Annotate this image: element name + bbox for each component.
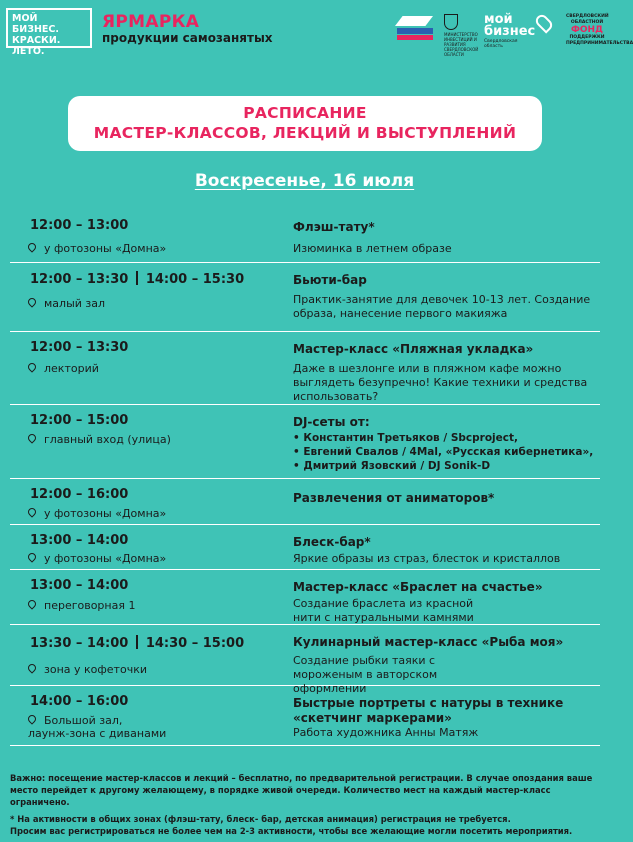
title-line-1: РАСПИСАНИЕ [243,104,367,122]
time: 12:00 – 15:00 [30,413,129,428]
dj-item: • Константин Третьяков / Sbcproject, [293,431,598,445]
location: переговорная 1 [28,599,135,612]
map-pin-icon [533,12,554,33]
event-description: Даже в шезлонге или в пляжном кафе можно выглядеть безупречно! Какие техники и средства использовать? [293,362,588,403]
partner-logo-my-business: мой бизнес Свердловская область [484,14,536,44]
location: главный вход (улица) [28,433,171,446]
location-pin-icon [26,241,37,252]
time: 12:00 – 13:30 [30,340,129,355]
partner-logo-fund: СВЕРДЛОВСКИЙ ОБЛАСТНОЙ ФОНД ПОДДЕРЖКИ ПРЕДПРИНИМАТЕЛЬСТВА [566,14,633,46]
time: 12:00 – 13:00 [30,218,129,233]
time: 13:00 – 14:00 [30,578,129,593]
event-title: Мастер-класс «Пляжная укладка» [293,342,534,356]
location: у фотозоны «Домна» [28,507,166,520]
event-description: Создание браслета из красной нити с натуральными камнями [293,597,474,624]
time: 12:00 – 13:30 14:00 – 15:30 [30,272,245,287]
event-title: Блеск-бар* [293,535,371,549]
event-title: Быстрые портреты с натуры в технике «скетчинг маркерами» [293,696,564,725]
schedule-row [10,686,600,746]
schedule-row [10,405,600,479]
location: у фотозоны «Домна» [28,242,166,255]
partner-logo-ministry: МИНИСТЕРСТВО ИНВЕСТИЦИЙ И РАЗВИТИЯ СВЕРДЛОВСКОЙ ОБЛАСТИ [444,14,476,44]
location-pin-icon [26,551,37,562]
dj-item: • Дмитрий Язовский / DJ Sonik-D [293,459,598,473]
schedule-row [10,625,600,695]
location-pin-icon [26,662,37,673]
location: Большой зал, лаунж-зона с диванами [28,714,167,740]
location-pin-icon [26,713,37,724]
event-title: Развлечения от аниматоров* [293,491,495,505]
schedule-row [10,479,600,525]
event-title: DJ-сеты от: [293,415,370,429]
location-pin-icon [26,598,37,609]
event-title: Флэш-тату* [293,220,375,234]
time: 12:00 – 16:00 [30,487,129,502]
schedule-row [10,570,600,625]
event-title: Мастер-класс «Браслет на счастье» [293,580,543,594]
title-panel [68,96,542,151]
fair-subtitle: продукции самозанятых [102,31,273,45]
location-pin-icon [26,506,37,517]
event-description: Практик-занятие для девочек 10-13 лет. Создание образа, нанесение первого макияжа [293,293,591,320]
location: зона у кофеточки [28,663,147,676]
location: у фотозоны «Домна» [28,552,166,565]
location-pin-icon [26,432,37,443]
footer-notes [10,772,600,842]
event-description: Создание рыбки таяки с мороженым в авторском оформлении [293,654,438,695]
location-pin-icon [26,296,37,307]
event-description: Изюминка в летнем образе [293,242,452,255]
location-pin-icon [26,361,37,372]
fair-title: ЯРМАРКА [102,12,200,32]
time: 13:30 – 14:00 14:30 – 15:00 [30,636,245,651]
schedule-row [10,263,600,332]
time: 14:00 – 16:00 [30,694,129,709]
header [0,0,633,57]
event-description: Яркие образы из страз, блесток и кристаллов [293,552,561,565]
schedule-row [10,210,600,263]
event-description [293,431,598,473]
footer-note: Просим вас регистрироваться не более чем на 2-3 активности, чтобы все желающие могли посетить мероприятия. [10,826,573,836]
event-title: Бьюти-бар [293,273,367,287]
location: лекторий [28,362,99,375]
location: малый зал [28,297,105,310]
date-heading: Воскресенье, 16 июля [194,171,415,191]
emblem-icon [444,14,458,30]
footer-note: * На активности в общих зонах (флэш-тату, блеск- бар, детская анимация) регистрация не требуется. [10,814,511,824]
footer-note: Важно: посещение мастер-классов и лекций – бесплатно, по предварительной регистрации. В случае опоздания ваше место перейдет к другому желающему, в порядке живой очереди. Количество мест на каждый мастер-класс ограничено. [10,773,593,807]
title-line-2: МАСТЕР-КЛАССОВ, ЛЕКЦИЙ И ВЫСТУПЛЕНИЙ [93,124,517,142]
event-logo: МОЙ БИЗНЕС. КРАСКИ. ЛЕТО. [6,8,92,48]
schedule-row [10,332,600,405]
schedule-row [10,525,600,570]
dj-item: • Евгений Свалов / 4Mal, «Русская кибернетика», [293,445,598,459]
event-title: Кулинарный мастер-класс «Рыба моя» [293,635,564,649]
time: 13:00 – 14:00 [30,533,129,548]
partner-logo-1 [395,14,437,44]
event-description: Работа художника Анны Матяж [293,726,479,739]
